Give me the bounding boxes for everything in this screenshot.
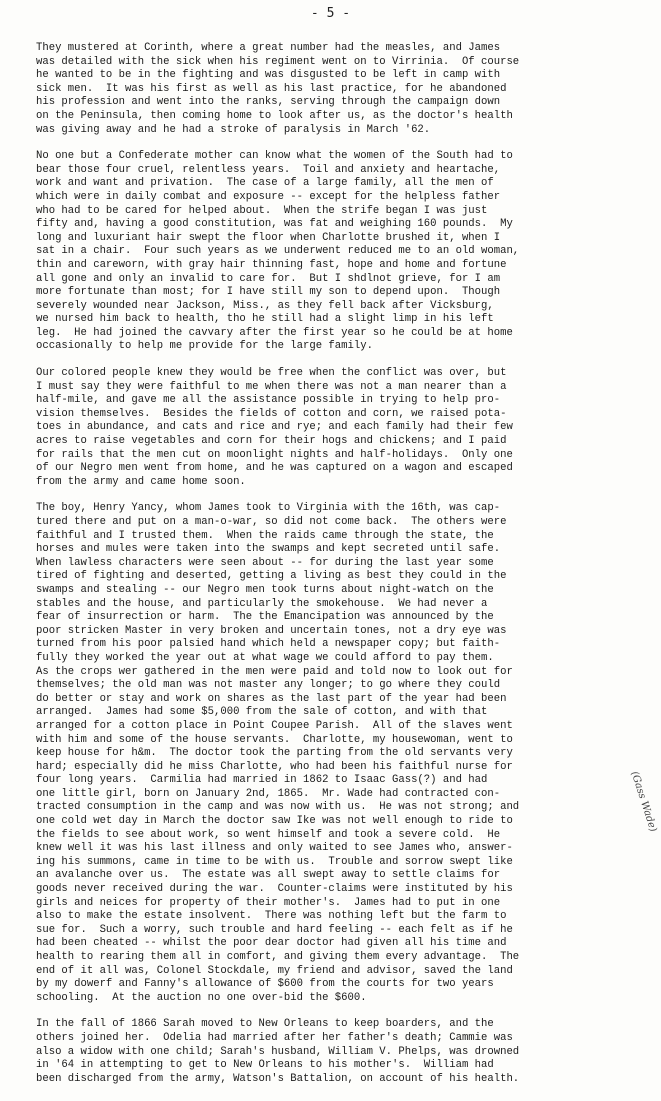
text-line: As the crops wer gathered in the men were paid and told now to look out for: [36, 665, 513, 678]
text-line: I must say they were faithful to me when there was not a man nearer than a: [36, 380, 507, 393]
text-line: fear of insurrection or harm. The the Emancipation was announced by the: [36, 611, 494, 624]
text-line: the fields to see about work, so went himself and took a severe cold. He: [36, 828, 501, 841]
text-line: half-mile, and gave me all the assistance possible in trying to help pro-: [36, 394, 501, 407]
paragraph-2: [36, 150, 650, 354]
text-line: do better or stay and work on shares as the last part of the year had been: [36, 692, 507, 705]
text-line: work and want and privation. The case of a large family, all the men of: [36, 177, 494, 190]
text-line: knew well it was his last illness and only waited to see James who, answer-: [36, 842, 513, 855]
text-line: all gone and only an invalid to care for. But I shdlnot grieve, for I am: [36, 272, 501, 285]
text-line: Our colored people knew they would be free when the conflict was over, but: [36, 367, 507, 380]
text-line: swamps and stealing -- our Negro men took turns about night-watch on the: [36, 583, 494, 596]
text-line: tracted consumption in the camp and was now with us. He was not strong; and: [36, 801, 520, 814]
text-line: toes in abundance, and cats and rice and rye; and each family had their few: [36, 421, 513, 434]
text-line: was giving away and he had a stroke of paralysis in March '62.: [36, 123, 431, 136]
text-line: acres to raise vegetables and corn for their hogs and chickens; and I paid: [36, 435, 507, 448]
text-line: vision themselves. Besides the fields of cotton and corn, we raised pota-: [36, 407, 507, 420]
text-line: had been cheated -- whilst the poor dear doctor had given all his time and: [36, 937, 507, 950]
text-line: an avalanche over us. The estate was all swept away to settle claims for: [36, 869, 501, 882]
text-line: four long years. Carmilia had married in 1862 to Isaac Gass(?) and had: [36, 774, 488, 787]
text-line: horses and mules were taken into the swamps and kept secreted until safe.: [36, 543, 501, 556]
text-line: arranged. James had some $5,000 from the sale of cotton, and with that: [36, 706, 488, 719]
text-line: themselves; the old man was not master any longer; to go where they could: [36, 679, 501, 692]
text-line: They mustered at Corinth, where a great number had the measles, and James: [36, 42, 501, 54]
text-line: one cold wet day in March the doctor saw Ike was not well enough to ride to: [36, 815, 513, 828]
handwritten-margin-note: (Gass Wade): [628, 770, 659, 834]
text-line: he wanted to be in the fighting and was disgusted to be left in camp with: [36, 69, 501, 82]
paragraph-4: [36, 502, 650, 1005]
text-line: with him and some of the house servants. Charlotte, my housewoman, went to: [36, 733, 513, 746]
text-line: No one but a Confederate mother can know what the women of the South had to: [36, 150, 513, 163]
text-line: leg. He had joined the cavvary after the first year so he could be at home: [36, 326, 513, 339]
text-line: goods never received during the war. Counter-claims were instituted by his: [36, 883, 513, 896]
text-line: health to rearing them all in comfort, and giving them every advantage. The: [36, 951, 520, 963]
text-line: end of it all was, Colonel Stockdale, my friend and advisor, saved the land: [36, 964, 513, 977]
text-line: turned from his poor palsied hand which held a newspaper copy; but faith-: [36, 638, 501, 651]
text-line: ing his summons, came in time to be with us. Trouble and sorrow swept like: [36, 855, 513, 868]
text-line: of our Negro men went from home, and he was captured on a wagon and escaped: [36, 462, 513, 475]
text-line: occasionally to help me provide for the large family.: [36, 340, 373, 353]
text-line: In the fall of 1866 Sarah moved to New Orleans to keep boarders, and the: [36, 1018, 494, 1031]
text-line: sick men. It was his first as well as his last practice, for he abandoned: [36, 82, 507, 95]
text-line: sat in a chair. Four such years as we underwent reduced me to an old woman,: [36, 245, 520, 258]
page-number: - 5 -: [310, 6, 351, 21]
text-line: stables and the house, and particularly the smokehouse. We had never a: [36, 597, 488, 610]
text-line: When lawless characters were seen about -- for during the last year some: [36, 556, 494, 569]
text-line: bear those four cruel, relentless years. Toil and anxiety and heartache,: [36, 163, 501, 176]
text-line: The boy, Henry Yancy, whom James took to Virginia with the 16th, was cap-: [36, 502, 501, 515]
text-line: others joined her. Odelia had married after her father's death; Cammie was: [36, 1031, 513, 1044]
text-line: more fortunate than most; for I have still my son to depend upon. Though: [36, 286, 501, 299]
text-line: fifty and, having a good constitution, was fat and weighing 160 pounds. My: [36, 218, 513, 231]
text-line: poor stricken Master in very broken and uncertain tones, not a dry eye was: [36, 624, 507, 637]
text-line: also a widow with one child; Sarah's husband, William V. Phelps, was drowned: [36, 1045, 520, 1058]
paragraph-3: [36, 367, 650, 489]
text-line: his profession and went into the ranks, serving through the campaign down: [36, 96, 501, 109]
text-line: tured there and put on a man-o-war, so did not come back. The others were: [36, 516, 507, 528]
text-line: we nursed him back to health, tho he still had a slight limp in his left: [36, 313, 494, 326]
text-line: one little girl, born on January 2nd, 1865. Mr. Wade had contracted con-: [36, 787, 501, 800]
text-line: fully they worked the year out at what wage we could afford to pay them.: [36, 651, 494, 664]
text-line: hard; especially did he miss Charlotte, who had been his faithful nurse for: [36, 760, 513, 773]
text-line: thin and careworn, with gray hair thinning fast, hope and home and fortune: [36, 258, 507, 271]
text-line: sue for. Such a worry, such trouble and hard feeling -- each felt as if he: [36, 923, 513, 936]
text-line: who had to be cared for helped about. When the strife began I was just: [36, 204, 488, 217]
text-line: girls and neices for property of their mother's. James had to put in one: [36, 896, 501, 909]
document-body: [36, 42, 650, 1099]
text-line: which were in daily combat and exposure -- except for the helpless father: [36, 190, 501, 203]
text-line: faithful and I trusted them. When the raids came through the state, the: [36, 529, 494, 542]
text-line: tired of fighting and deserted, getting a living as best they could in the: [36, 570, 507, 583]
text-line: by my dowerf and Fanny's allowance of $600 from the courts for two years: [36, 978, 494, 991]
text-line: been discharged from the army, Watson's Battalion, on account of his health.: [36, 1072, 520, 1085]
text-line: keep house for h&m. The doctor took the parting from the old servants very: [36, 747, 513, 760]
text-line: also to make the estate insolvent. There was nothing left but the farm to: [36, 910, 507, 923]
text-line: arranged for a cotton place in Point Coupee Parish. All of the slaves went: [36, 719, 513, 732]
text-line: in '64 in attempting to get to New Orleans to his mother's. William had: [36, 1059, 494, 1072]
text-line: long and luxuriant hair swept the floor when Charlotte brushed it, when I: [36, 231, 501, 244]
paragraph-5: [36, 1018, 650, 1086]
text-line: for rails that the men cut on moonlight nights and half-holidays. Only one: [36, 448, 513, 461]
text-line: severely wounded near Jackson, Miss., as they fell back after Vicksburg,: [36, 299, 494, 312]
text-line: schooling. At the auction no one over-bid the $600.: [36, 991, 367, 1004]
paragraph-1: [36, 42, 650, 137]
text-line: from the army and came home soon.: [36, 475, 246, 488]
text-line: on the Peninsula, then coming home to look after us, as the doctor's health: [36, 109, 513, 122]
text-line: was detailed with the sick when his regiment went on to Virrinia. Of course: [36, 55, 520, 68]
